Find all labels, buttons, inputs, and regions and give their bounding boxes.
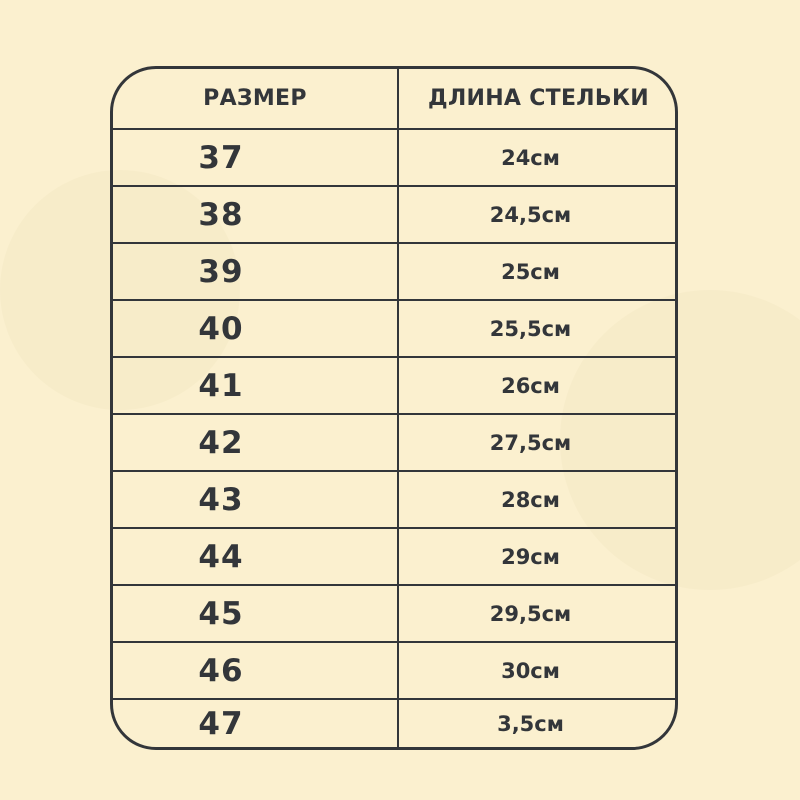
header-length-cell — [399, 69, 678, 128]
length-value: 26см — [501, 373, 560, 398]
length-cell — [399, 643, 678, 698]
size-value: 38 — [198, 196, 244, 233]
length-value: 25см — [501, 259, 560, 284]
length-cell — [399, 358, 678, 413]
header-size-label: РАЗМЕР — [203, 86, 307, 111]
size-cell — [113, 586, 397, 641]
size-cell — [113, 187, 397, 242]
length-cell — [399, 415, 678, 470]
table-row — [113, 472, 675, 529]
size-value: 46 — [198, 652, 244, 689]
size-cell — [113, 643, 397, 698]
size-value: 45 — [198, 595, 244, 632]
length-value: 3,5см — [497, 711, 564, 736]
header-length-label: ДЛИНА СТЕЛЬКИ — [428, 86, 649, 111]
length-cell — [399, 586, 678, 641]
length-value: 24,5см — [489, 202, 572, 227]
length-value: 29см — [501, 544, 560, 569]
table-row — [113, 130, 675, 187]
length-value: 30см — [501, 658, 560, 683]
size-cell — [113, 415, 397, 470]
size-value: 40 — [198, 310, 244, 347]
table-row — [113, 358, 675, 415]
length-cell — [399, 700, 678, 747]
size-value: 39 — [198, 253, 244, 290]
table-row — [113, 415, 675, 472]
size-value: 41 — [198, 367, 244, 404]
size-cell — [113, 529, 397, 584]
length-value: 25,5см — [489, 316, 572, 341]
size-cell — [113, 301, 397, 356]
length-cell — [399, 472, 678, 527]
size-cell — [113, 130, 397, 185]
table-row — [113, 529, 675, 586]
size-cell — [113, 700, 397, 747]
table-row — [113, 301, 675, 358]
length-value: 27,5см — [489, 430, 572, 455]
length-cell — [399, 529, 678, 584]
size-chart-table — [110, 66, 678, 750]
length-value: 24см — [501, 145, 560, 170]
length-value: 29,5см — [489, 601, 572, 626]
table-row — [113, 643, 675, 700]
table-row — [113, 244, 675, 301]
table-row — [113, 586, 675, 643]
size-cell — [113, 472, 397, 527]
length-value: 28см — [501, 487, 560, 512]
size-cell — [113, 358, 397, 413]
table-row — [113, 700, 675, 747]
size-cell — [113, 244, 397, 299]
length-cell — [399, 244, 678, 299]
size-value: 43 — [198, 481, 244, 518]
size-value: 47 — [198, 705, 244, 742]
size-value: 42 — [198, 424, 244, 461]
header-size-cell — [113, 69, 397, 128]
table-row — [113, 187, 675, 244]
table-header-row — [113, 69, 675, 130]
length-cell — [399, 301, 678, 356]
size-value: 44 — [198, 538, 244, 575]
length-cell — [399, 130, 678, 185]
length-cell — [399, 187, 678, 242]
size-value: 37 — [198, 139, 244, 176]
